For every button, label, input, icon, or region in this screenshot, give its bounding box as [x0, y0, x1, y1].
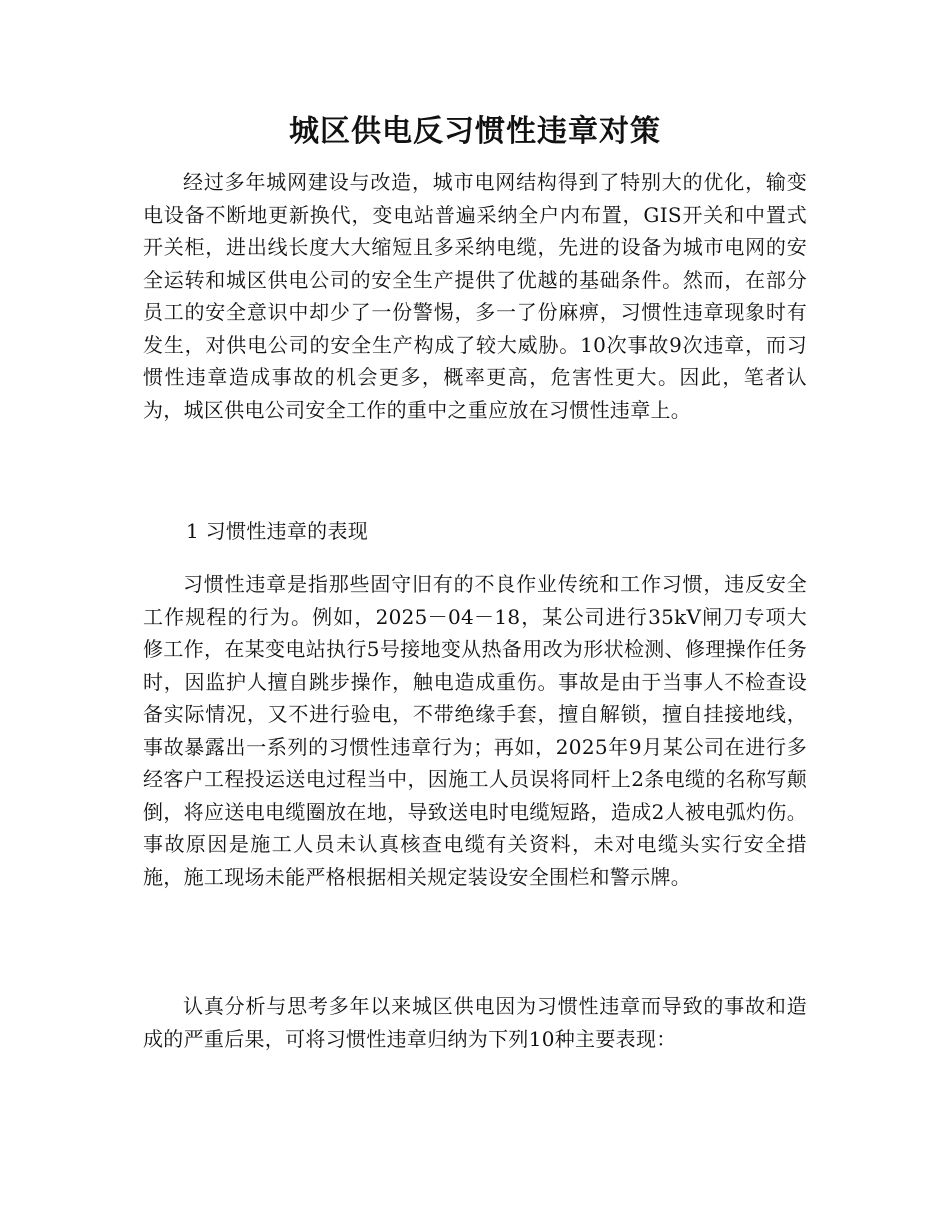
intro-paragraph: 经过多年城网建设与改造，城市电网结构得到了特别大的优化，输变电设备不断地更新换代，变电站普遍采纳全户内布置，GIS开关和中置式开关柜，进出线长度大大缩短且多采纳电缆，先进的设备为城市电网的安全运转和城区供电公司的安全生产提供了优越的基础条件。然而，在部分员工的安全意识中却少了一份警惕，多一了份麻痹，习惯性违章现象时有发生，对供电公司的安全生产构成了较大威胁。10次事故9次违章，而习惯性违章造成事故的机会更多，概率更高，危害性更大。因此，笔者认为，城区供电公司安全工作的重中之重应放在习惯性违章上。 [143, 170, 807, 422]
body-paragraph-summary: 认真分析与思考多年以来城区供电因为习惯性违章而导致的事故和造成的严重后果，可将习惯性违章归纳为下列10种主要表现： [143, 994, 807, 1051]
document-title: 城区供电反习惯性违章对策 [289, 114, 661, 149]
section-heading: 1 习惯性违章的表现 [186, 519, 369, 543]
body-paragraph-examples: 习惯性违章是指那些固守旧有的不良作业传统和工作习惯，违反安全工作规程的行为。例如，2025－04－18，某公司进行35kV闸刀专项大修工作，在某变电站执行5号接地变从热备用改为形状检测、修理操作任务时，因监护人擅自跳步操作，触电造成重伤。事故是由于当事人不检查设备实际情况，又不进行验电，不带绝缘手套，擅自解锁，擅自挂接地线，事故暴露出一系列的习惯性违章行为；再如，2025年9月某公司在进行多经客户工程投运送电过程当中，因施工人员误将同杆上2条电缆的名称写颠倒，将应送电电缆圈放在地，导致送电时电缆短路，造成2人被电弧灼伤。事故原因是施工人员未认真核查电缆有关资料，未对电缆头实行安全措施，施工现场未能严格根据相关规定装设安全围栏和警示牌。 [143, 572, 807, 889]
